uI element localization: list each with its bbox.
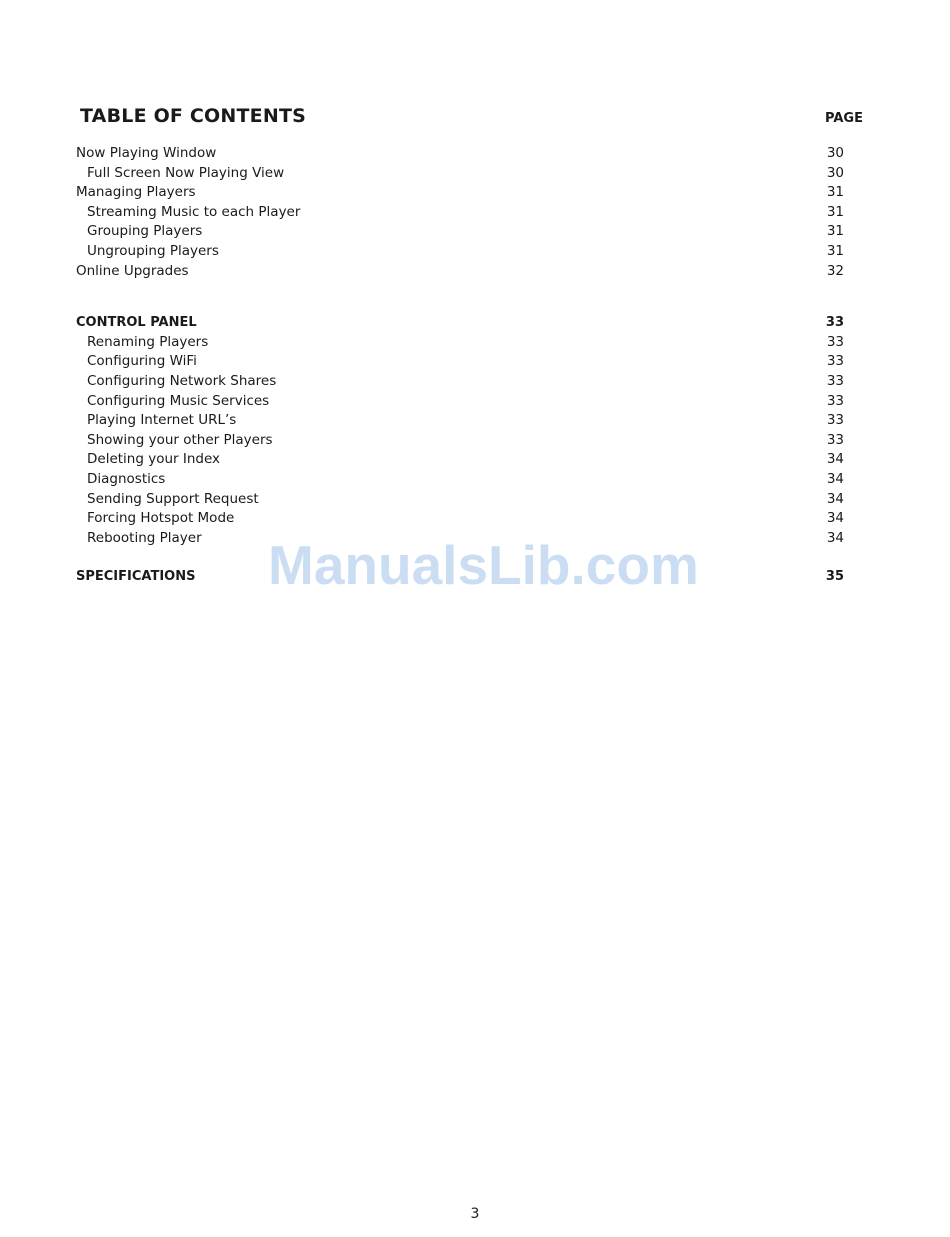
toc-entry-label: Online Upgrades [76,262,189,279]
toc-entry-page: 31 [826,223,844,240]
toc-entry-online-upgrades[interactable] [76,262,844,282]
toc-entry-ungrouping-players[interactable] [76,242,844,262]
toc-entry-page: 34 [826,510,844,527]
toc-entry-managing-players[interactable] [76,183,844,203]
toc-entry-label: Streaming Music to each Player [87,203,301,220]
toc-entry-label: Diagnostics [87,470,166,487]
toc-entry-page: 33 [826,372,844,389]
toc-entry-page: 32 [826,262,844,279]
toc-entry-grouping-players[interactable] [76,222,844,242]
toc-entry-streaming-music[interactable] [76,203,844,223]
toc-title: TABLE OF CONTENTS [80,105,307,127]
toc-entry-label: Forcing Hotspot Mode [87,510,235,527]
toc-entry-deleting-index[interactable] [76,450,844,470]
toc-entry-label: Configuring Music Services [87,392,270,409]
toc-entry-playing-internet-urls[interactable] [76,411,844,431]
toc-entry-label: Renaming Players [87,333,209,350]
toc-entry-showing-other-players[interactable] [76,431,844,451]
toc-entry-page: 31 [826,184,844,201]
toc-entry-label: Rebooting Player [87,529,202,546]
toc-entry-label: Grouping Players [87,223,203,240]
toc-entry-page: 33 [826,353,844,370]
toc-entry-label: Ungrouping Players [87,242,219,259]
toc-entry-full-screen-now-playing-view[interactable] [76,164,844,184]
toc-entry-label: Managing Players [76,184,196,201]
watermark: ManualsLib.com [268,534,699,596]
toc-entry-page: 33 [826,412,844,429]
toc-entry-page: 30 [826,164,844,181]
toc-entry-label: Configuring Network Shares [87,372,277,389]
toc-entry-now-playing-window[interactable] [76,144,844,164]
toc-entry-label: Deleting your Index [87,451,221,468]
toc-entry-label: Now Playing Window [76,145,217,161]
toc-section-label: CONTROL PANEL [76,315,197,331]
toc-entry-page: 31 [826,203,844,220]
toc-section-page: 33 [825,315,844,331]
toc-entry-page: 34 [826,470,844,487]
page-column-heading: PAGE [825,111,863,126]
toc-entry-label: Full Screen Now Playing View [87,164,285,181]
toc-entry-configuring-music-services[interactable] [76,392,844,412]
toc-entry-label: Showing your other Players [87,431,273,448]
toc-entry-label: Sending Support Request [87,490,259,507]
toc-section-label: SPECIFICATIONS [76,569,196,585]
page-number: 3 [470,1206,480,1222]
toc-entry-page: 33 [826,333,844,350]
toc-entry-page: 34 [826,529,844,546]
toc-entry-forcing-hotspot-mode[interactable] [76,509,844,529]
section-spacer [76,281,844,313]
toc-entry-renaming-players[interactable] [76,333,844,353]
toc-entry-configuring-wifi[interactable] [76,352,844,372]
toc-section-control-panel[interactable] [76,313,844,333]
toc-entry-page: 31 [826,242,844,259]
toc-entry-page: 34 [826,451,844,468]
toc-entry-page: 33 [826,392,844,409]
toc-entry-page: 34 [826,490,844,507]
toc-entry-label: Configuring WiFi [87,353,197,370]
toc-section-page: 35 [825,569,844,585]
toc-entry-diagnostics[interactable] [76,470,844,490]
toc-entry-configuring-network-shares[interactable] [76,372,844,392]
toc-entry-label: Playing Internet URL’s [87,412,237,429]
toc-entry-page: 33 [826,431,844,448]
toc-entry-page: 30 [826,145,844,161]
toc-list [76,144,844,587]
toc-entry-sending-support-request[interactable] [76,490,844,510]
